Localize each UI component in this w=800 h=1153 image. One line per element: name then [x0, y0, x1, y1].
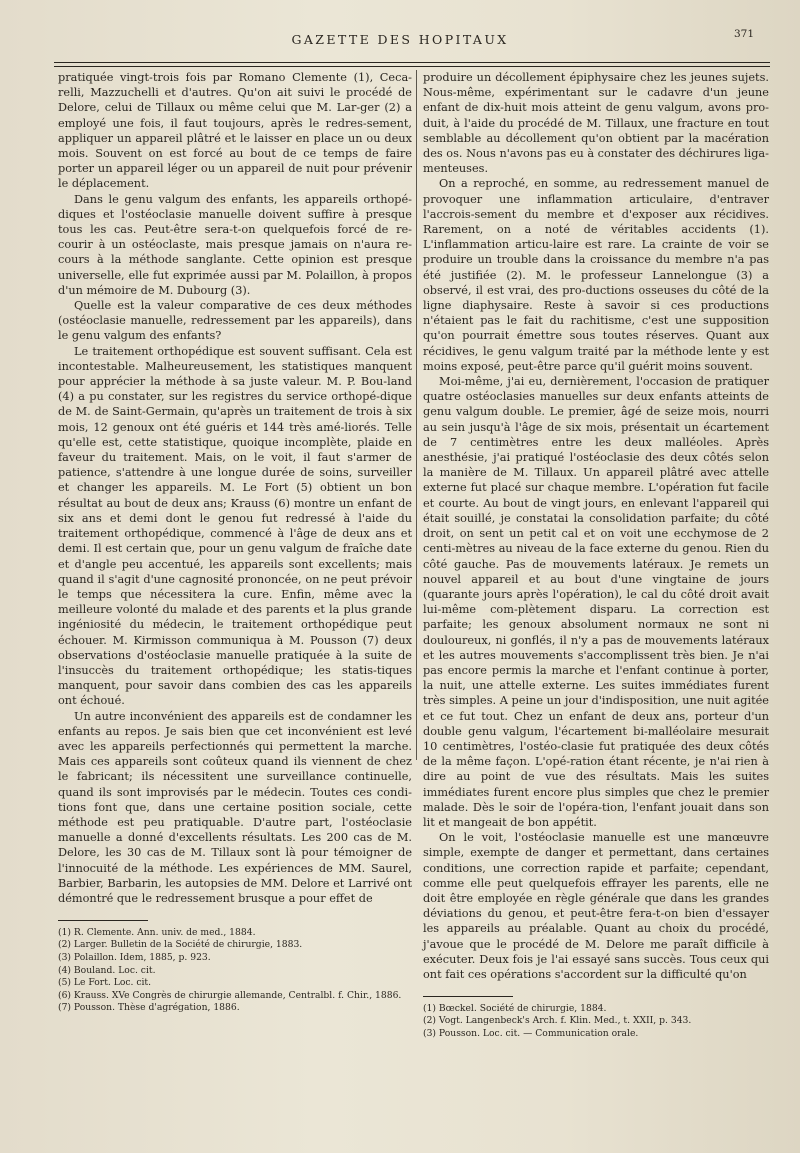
footnote: (3) Pousson. Loc. cit. — Communication orale. [423, 1028, 639, 1040]
page-header [0, 28, 800, 52]
footnote: (2) Larger. Bulletin de la Société de chirurgie, 1883. [58, 939, 303, 951]
page-number: 371 [733, 28, 754, 40]
right-column [423, 70, 769, 1041]
footnotes-left [58, 927, 412, 1015]
paragraph: Dans le genu valgum des enfants, les appareils orthopé-diques et l'ostéoclasie manuelle doivent suffire à presque tous les cas. Peut-être sera-t-on quelquefois forcé de re-courir à un ostéoclaste, mais presque jamais on n'aura re-cours à la méthode sanglante. Cette opinion est presque universelle, elle fut exprimée aussi par M. Polaillon, à propos d'un mémoire de M. Dubourg (3). [58, 192, 412, 297]
footnotes-right [423, 1003, 769, 1041]
footnote-rule [423, 996, 513, 997]
footnote: (3) Polaillon. Idem, 1885, p. 923. [58, 952, 211, 964]
paragraph: pratiquée vingt-trois fois par Romano Clemente (1), Ceca-relli, Mazzuchelli et d'autres. Qu'on ait suivi le procédé de Delore, celui de Tillaux ou même celui que M. Lar-ger (2) a employé une fois, il faut toujours, après le redres-sement, appliquer un appareil plâtré et le laisser en place un ou deux mois. Souvent on est forcé au bout de ce temps de faire porter un appareil léger ou un appareil de nuit pour prévenir le déplacement. [58, 71, 412, 191]
footnote: (1) Bœckel. Société de chirurgie, 1884. [423, 1002, 607, 1014]
footnote: (7) Pousson. Thèse d'agrégation, 1886. [58, 1002, 240, 1014]
footnote: (6) Krauss. XVe Congrès de chirurgie allemande, Centralbl. f. Chir., 1886. [58, 989, 402, 1001]
left-column [58, 70, 412, 1015]
journal-title: GAZETTE DES HOPITAUX [291, 32, 509, 47]
paragraph: Quelle est la valeur comparative de ces deux méthodes (ostéoclasie manuelle, redressement par les appareils), dans le genu valgum des enfants? [58, 299, 412, 343]
column-separator [416, 70, 417, 760]
footnote: (4) Bouland. Loc. cit. [58, 964, 156, 976]
paragraph: Le traitement orthopédique est souvent suffisant. Cela est incontestable. Malheureusement, les statistiques manquent pour apprécier la méthode à sa juste valeur. M. P. Bou-land (4) a pu constater, sur les registres du service orthopé-dique de M. de Saint-Germain, qu'après un traitement de trois à six mois, 12 genoux ont été guéris et 144 très amé-liorés. Telle qu'elle est, cette statistique, quoique incomplète, plaide en faveur du traitement. Mais, on le voit, il faut s'armer de patience, s'attendre à une longue durée de soins, surveiller et changer les appareils. M. Le Fort (5) obtient un bon résultat au bout de deux ans; Krauss (6) montre un enfant de six ans et demi dont le genou fut redressé à l'aide du traitement orthopédique, commencé à l'âge de deux ans et demi. Il est certain que, pour un genu valgum de fraîche date et d'angle peu accentué, les appareils sont excellents; mais quand il s'agit d'une cagnosité prononcée, on ne peut prévoir le temps que nécessitera la cure. Enfin, même avec la meilleure volonté du malade et des parents et la plus grande ingéniosité du médecin, le traitement orthopédique peut échouer. M. Kirmisson communiqua à M. Pousson (7) deux observations d'ostéoclasie manuelle pratiquée à la suite de l'insuccès du traitement orthopédique; les statis-tiques manquent, pour savoir dans combien des cas les appareils ont échoué. [58, 344, 412, 708]
paragraph: On le voit, l'ostéoclasie manuelle est une manœuvre simple, exempte de danger et permettant, dans certaines conditions, une correction rapide et parfaite; cependant, comme elle peut quelquefois effrayer les parents, elle ne doit être employée en règle générale que dans les grandes déviations du genou, et peut-être fera-t-on bien d'essayer les appareils au préalable. Quant au choix du procédé, j'avoue que le procédé de M. Delore me paraît difficile à exécuter. Deux fois je l'ai essayé sans succès. Tous ceux qui ont fait ces opérations s'accordent sur la difficulté qu'on [423, 831, 769, 981]
paragraph: On a reproché, en somme, au redressement manuel de provoquer une inflammation articulaire, d'entraver l'accrois-sement du membre et d'exposer aux récidives. Rarement, on a noté de véritables accidents (1). L'inflammation articu-laire est rare. La crainte de voir se produire un trouble dans la croissance du membre n'a pas été justifiée (2). M. le professeur Lannelongue (3) a observé, il est vrai, des pro-ductions osseuses du côté de la ligne diaphysaire. Reste à savoir si ces productions n'étaient pas le fait du rachitisme, c'est une supposition qu'on pourrait émettre sous toutes réserves. Quant aux récidives, le genu valgum traité par la méthode lente y est moins exposé, peut-être parce qu'il guérit moins souvent. [423, 177, 769, 373]
footnote: (1) R. Clemente. Ann. univ. de med., 1884. [58, 926, 256, 938]
footnote: (5) Le Fort. Loc. cit. [58, 977, 152, 989]
paragraph: Moi-même, j'ai eu, dernièrement, l'occasion de pratiquer quatre ostéoclasies manuelles sur deux enfants atteints de genu valgum double. Le premier, âgé de seize mois, nourri au sein jusqu'à l'âge de six mois, présentait un écartement de 7 centimètres entre les deux malléoles. Après anesthésie, j'ai pratiqué l'ostéoclasie des deux côtés selon la manière de M. Tillaux. Un appareil plâtré avec attelle externe fut placé sur chaque membre. L'opération fut facile et courte. Au bout de vingt jours, en enlevant l'appareil qui était souillé, je constatai la consolidation parfaite; du côté droit, on sent un petit cal et on voit une ecchymose de 2 centi-mètres au niveau de la face externe du genou. Rien du côté gauche. Pas de mouvements latéraux. Je remets un nouvel appareil et au bout d'une vingtaine de jours (quarante jours après l'opération), le cal du côté droit avait lui-même com-plètement disparu. La correction est parfaite; les genoux absolument normaux ne sont ni douloureux, ni gonflés, il n'y a pas de mouvements latéraux et les autres mouvements s'accomplissent très bien. Je n'ai pas encore permis la marche et l'enfant continue à porter, la nuit, une attelle externe. Les suites immédiates furent très simples. A peine un jour d'indisposition, une nuit agitée et ce fut tout. Chez un enfant de deux ans, porteur d'un double genu valgum, l'écartement bi-malléolaire mesurait 10 centimètres, l'ostéo-clasie fut pratiquée des deux côtés de la même façon. L'opé-ration étant récente, je n'ai rien à dire au point de vue des résultats. Mais les suites immédiates furent encore plus simples que chez le premier malade. Dès le soir de l'opéra-tion, l'enfant jouait dans son lit et mangeait de bon appétit. [423, 375, 769, 829]
footnote: (2) Vogt. Langenbeck's Arch. f. Klin. Med., t. XXII, p. 343. [423, 1015, 692, 1027]
footnote-rule [58, 920, 148, 921]
header-rule-thick [54, 62, 770, 63]
header-rule-thin [54, 66, 770, 67]
paragraph: produire un décollement épiphysaire chez les jeunes sujets. Nous-même, expérimentant sur le cadavre d'un jeune enfant de dix-huit mois atteint de genu valgum, avons pro-duit, à l'aide du procédé de M. Tillaux, une fracture en tout semblable au décollement qu'on obtient par la macération des os. Nous n'avons pas eu à constater des déchirures liga-menteuses. [423, 71, 769, 176]
paragraph: Un autre inconvénient des appareils est de condamner les enfants au repos. Je sais bien que cet inconvénient est levé avec les appareils perfectionnés qui permettent la marche. Mais ces appareils sont coûteux quand ils viennent de chez le fabricant; ils nécessitent une surveillance continuelle, quand ils sont improvisés par le médecin. Toutes ces condi-tions font que, dans une certaine position sociale, cette méthode est peu pratiquable. D'autre part, l'ostéoclasie manuelle a donné d'excellents résultats. Les 200 cas de M. Delore, les 30 cas de M. Tillaux sont là pour témoigner de l'innocuité de la méthode. Les expériences de MM. Saurel, Barbier, Barbarin, les autopsies de MM. Delore et Larrivé ont démontré que le redressement brusque a pour effet de [58, 709, 412, 905]
